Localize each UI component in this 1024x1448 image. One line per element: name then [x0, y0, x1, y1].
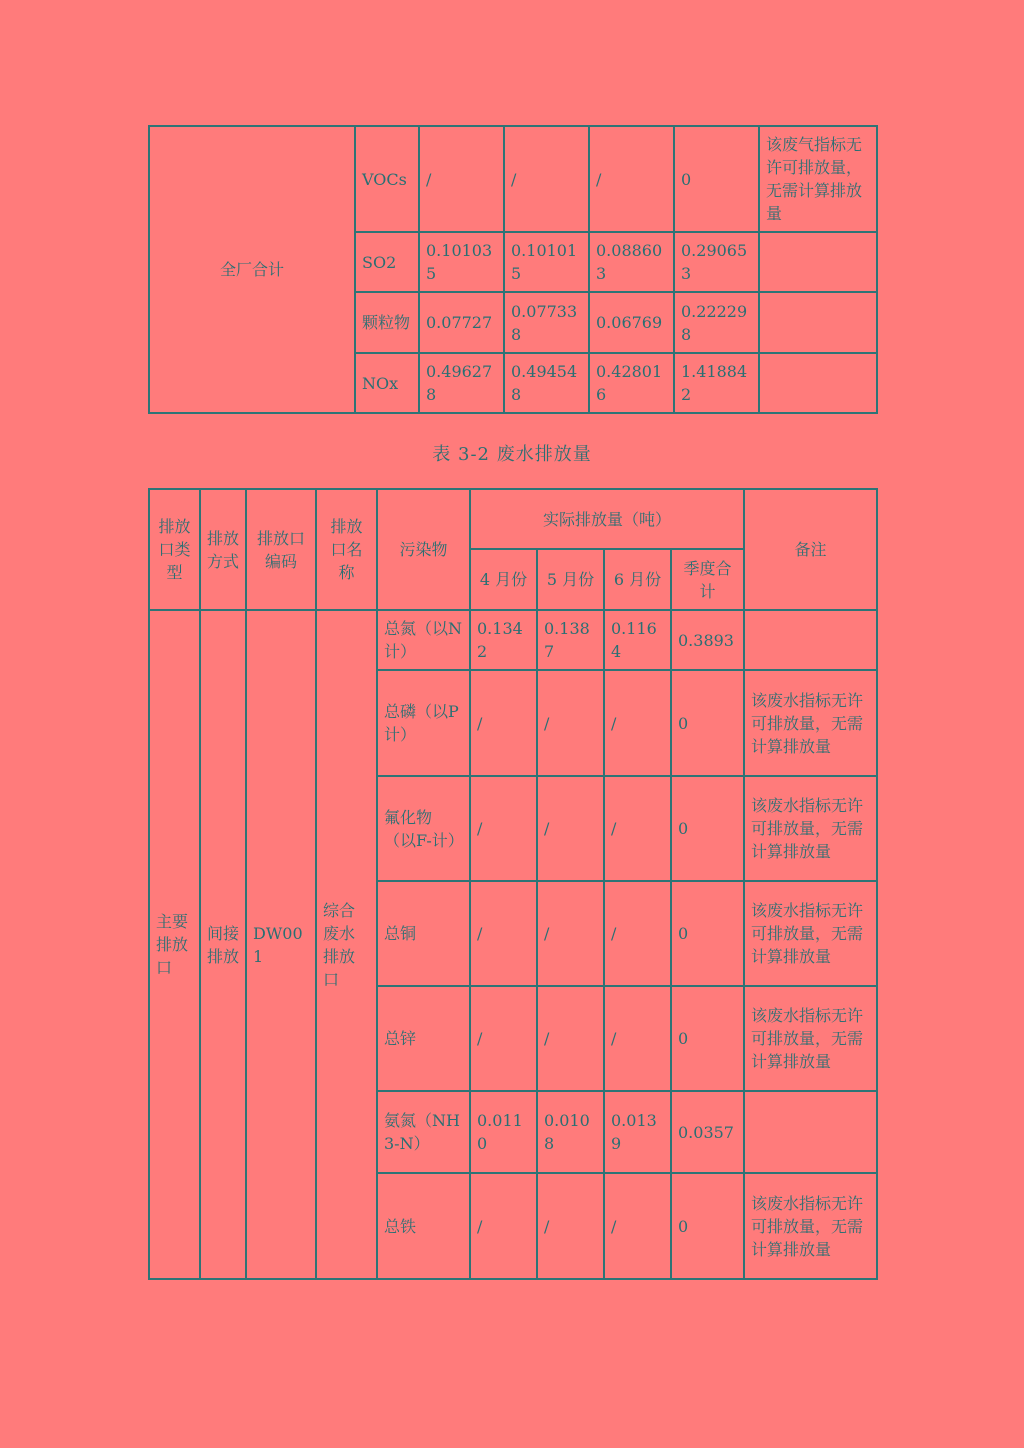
pollutant-cell: VOCs — [355, 126, 419, 232]
total-cell: 0.3893 — [671, 610, 744, 670]
header-month-3: 6 月份 — [604, 549, 671, 610]
total-cell: 0 — [671, 986, 744, 1091]
outlet-code-cell: DW001 — [246, 610, 316, 1279]
month1-cell: 0.0110 — [470, 1091, 537, 1173]
note-cell: 该废水指标无许可排放量，无需计算排放量 — [744, 1173, 877, 1279]
total-cell: 0 — [671, 776, 744, 881]
note-cell: 该废水指标无许可排放量，无需计算排放量 — [744, 776, 877, 881]
pollutant-cell: 总锌 — [377, 986, 470, 1091]
note-cell: 该废气指标无许可排放量，无需计算排放量 — [759, 126, 877, 232]
month1-cell: / — [470, 881, 537, 986]
month2-cell: 0.494548 — [504, 353, 589, 413]
month2-cell: 0.077338 — [504, 292, 589, 353]
pollutant-cell: 总铁 — [377, 1173, 470, 1279]
month3-cell: / — [589, 126, 674, 232]
note-cell — [759, 292, 877, 353]
total-cell: 0.222298 — [674, 292, 759, 353]
month1-cell: / — [470, 670, 537, 776]
month3-cell: / — [604, 881, 671, 986]
month3-cell: / — [604, 670, 671, 776]
total-cell: 0 — [674, 126, 759, 232]
outlet-type-cell: 主要排放口 — [149, 610, 200, 1279]
month3-cell: 0.06769 — [589, 292, 674, 353]
month2-cell: / — [537, 986, 604, 1091]
pollutant-cell: 颗粒物 — [355, 292, 419, 353]
month2-cell: / — [537, 1173, 604, 1279]
pollutant-cell: 总氮（以N计） — [377, 610, 470, 670]
header-outlet-type: 排放口类型 — [149, 489, 200, 610]
group-label: 全厂合计 — [149, 126, 355, 413]
header-note: 备注 — [744, 489, 877, 610]
pollutant-cell: SO2 — [355, 232, 419, 292]
month3-cell: 0.0139 — [604, 1091, 671, 1173]
header-quarter-total: 季度合计 — [671, 549, 744, 610]
month3-cell: 0.1164 — [604, 610, 671, 670]
header-discharge-mode: 排放方式 — [200, 489, 246, 610]
outlet-name-cell: 综合废水排放口 — [316, 610, 377, 1279]
header-month-1: 4 月份 — [470, 549, 537, 610]
pollutant-cell: NOx — [355, 353, 419, 413]
header-row — [149, 489, 877, 549]
month2-cell: 0.1387 — [537, 610, 604, 670]
month1-cell: 0.07727 — [419, 292, 504, 353]
month2-cell: / — [537, 670, 604, 776]
month2-cell: 0.0108 — [537, 1091, 604, 1173]
month3-cell: 0.428016 — [589, 353, 674, 413]
note-cell — [744, 1091, 877, 1173]
total-cell: 1.418842 — [674, 353, 759, 413]
month1-cell: 0.101035 — [419, 232, 504, 292]
month3-cell: / — [604, 986, 671, 1091]
month2-cell: / — [537, 776, 604, 881]
month2-cell: / — [537, 881, 604, 986]
pollutant-cell: 总磷（以P计） — [377, 670, 470, 776]
month3-cell: / — [604, 776, 671, 881]
total-cell: 0.0357 — [671, 1091, 744, 1173]
pollutant-cell: 氟化物（以F-计） — [377, 776, 470, 881]
header-actual-emission: 实际排放量（吨） — [470, 489, 744, 549]
table-row — [149, 610, 877, 670]
month1-cell: 0.496278 — [419, 353, 504, 413]
month1-cell: / — [419, 126, 504, 232]
wastewater-emissions-table — [148, 488, 878, 1280]
month3-cell: / — [604, 1173, 671, 1279]
discharge-mode-cell: 间接排放 — [200, 610, 246, 1279]
note-cell: 该废水指标无许可排放量，无需计算排放量 — [744, 881, 877, 986]
table-caption: 表 3-2 废水排放量 — [432, 444, 592, 465]
header-outlet-code: 排放口编码 — [246, 489, 316, 610]
total-cell: 0 — [671, 881, 744, 986]
month1-cell: / — [470, 986, 537, 1091]
note-cell — [759, 353, 877, 413]
table-row — [149, 126, 877, 232]
pollutant-cell: 氨氮（NH3-N） — [377, 1091, 470, 1173]
month1-cell: 0.1342 — [470, 610, 537, 670]
month3-cell: 0.088603 — [589, 232, 674, 292]
note-cell — [759, 232, 877, 292]
header-pollutant: 污染物 — [377, 489, 470, 610]
month2-cell: 0.101015 — [504, 232, 589, 292]
note-cell — [744, 610, 877, 670]
total-cell: 0 — [671, 670, 744, 776]
note-cell: 该废水指标无许可排放量，无需计算排放量 — [744, 670, 877, 776]
total-cell: 0.290653 — [674, 232, 759, 292]
header-month-2: 5 月份 — [537, 549, 604, 610]
month1-cell: / — [470, 776, 537, 881]
air-emissions-table — [148, 125, 878, 414]
total-cell: 0 — [671, 1173, 744, 1279]
pollutant-cell: 总铜 — [377, 881, 470, 986]
month2-cell: / — [504, 126, 589, 232]
month1-cell: / — [470, 1173, 537, 1279]
note-cell: 该废水指标无许可排放量，无需计算排放量 — [744, 986, 877, 1091]
header-outlet-name: 排放口名称 — [316, 489, 377, 610]
